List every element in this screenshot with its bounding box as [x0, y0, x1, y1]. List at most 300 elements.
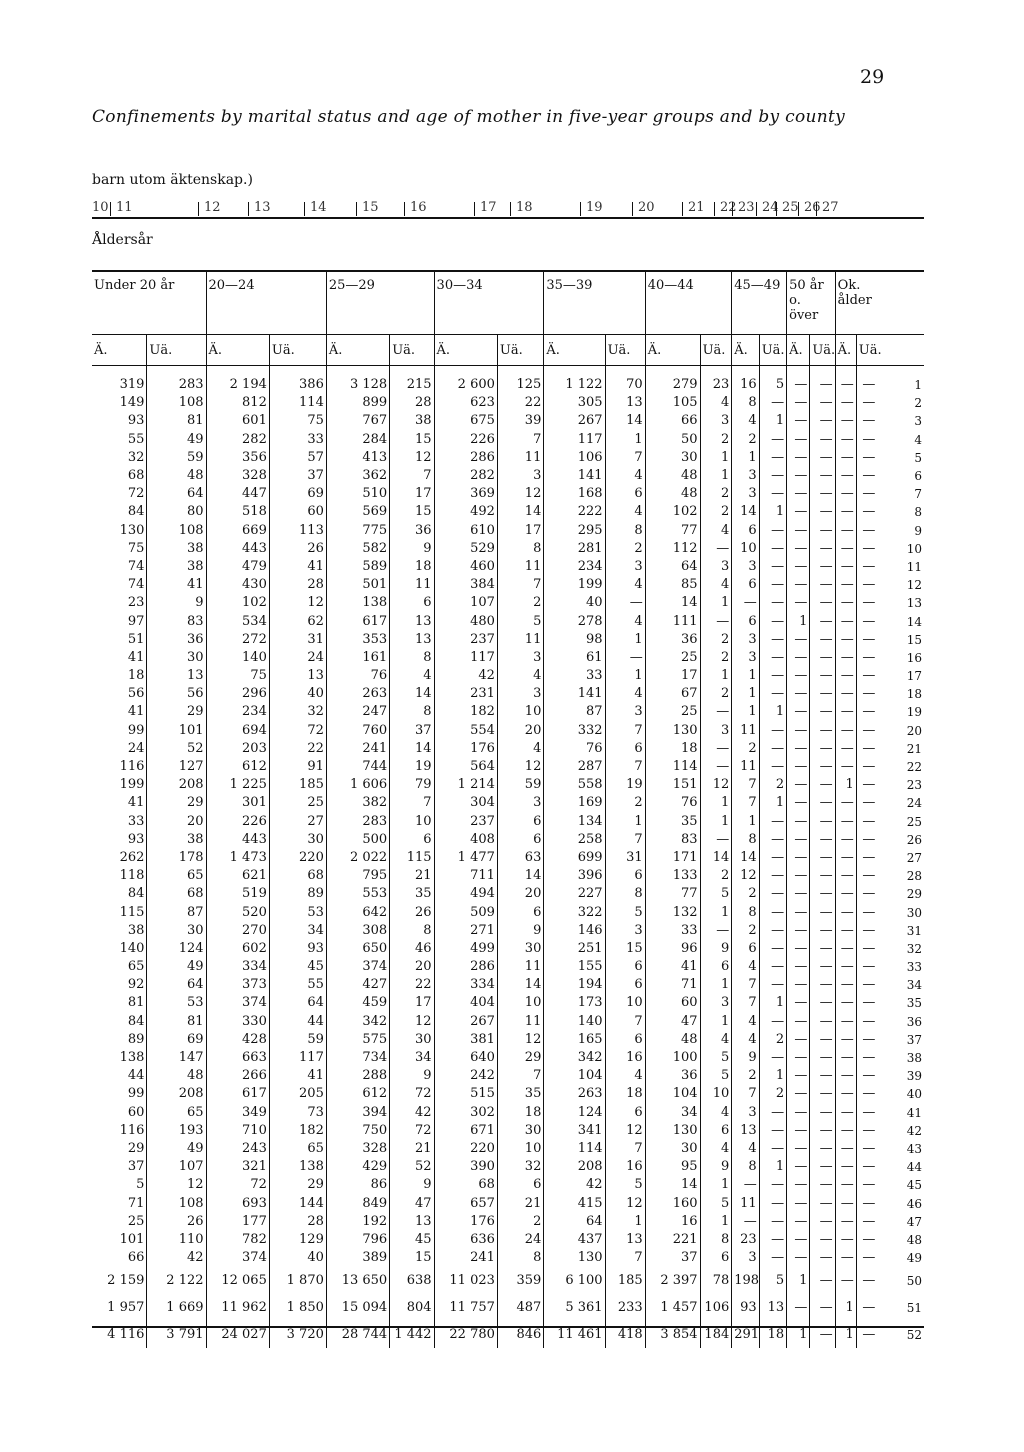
- table-cell: 564: [434, 758, 497, 776]
- table-row: [92, 1067, 924, 1085]
- table-cell: 13: [390, 612, 434, 630]
- table-cell: 22: [497, 394, 543, 412]
- table-cell: —: [835, 576, 856, 594]
- table-cell: 663: [206, 1049, 269, 1067]
- table-cell: 500: [326, 831, 389, 849]
- table-cell: —: [810, 976, 835, 994]
- table-cell: 1 669: [147, 1294, 206, 1321]
- column-separator: [776, 202, 777, 216]
- table-cell: 59: [269, 1031, 326, 1049]
- table-cell: 34: [645, 1104, 700, 1122]
- row-number-cell: 39: [906, 1069, 922, 1084]
- table-cell: —: [787, 631, 810, 649]
- table-cell: 31: [605, 849, 645, 867]
- row-number-cell: 29: [906, 887, 922, 902]
- table-cell: 12 065: [206, 1267, 269, 1294]
- table-cell: —: [856, 1294, 877, 1321]
- table-cell: —: [787, 831, 810, 849]
- table-cell: —: [810, 831, 835, 849]
- table-cell: 14: [497, 976, 543, 994]
- table-cell: —: [856, 976, 877, 994]
- table-cell: 220: [434, 1140, 497, 1158]
- table-cell: —: [810, 612, 835, 630]
- table-cell: —: [787, 485, 810, 503]
- table-cell: —: [835, 685, 856, 703]
- table-cell: —: [810, 922, 835, 940]
- table-cell: 5: [700, 885, 732, 903]
- table-cell: 205: [269, 1085, 326, 1103]
- table-cell: 49: [147, 431, 206, 449]
- table-cell: —: [787, 1158, 810, 1176]
- table-cell: 302: [434, 1104, 497, 1122]
- table-cell: 518: [206, 503, 269, 521]
- table-cell: —: [856, 1321, 877, 1348]
- table-cell: 125: [497, 366, 543, 395]
- table-cell: 104: [645, 1085, 700, 1103]
- table-row: [92, 685, 924, 703]
- table-cell: 52: [390, 1158, 434, 1176]
- table-cell: —: [856, 1194, 877, 1212]
- table-cell: 124: [147, 940, 206, 958]
- table-cell: 617: [206, 1085, 269, 1103]
- table-cell: —: [835, 467, 856, 485]
- table-cell: —: [856, 776, 877, 794]
- table-cell: 208: [147, 1085, 206, 1103]
- table-cell: 32: [127, 449, 145, 465]
- table-cell: —: [810, 1213, 835, 1231]
- table-cell: 3 854: [645, 1321, 700, 1348]
- table-cell: —: [810, 685, 835, 703]
- table-cell: 429: [326, 1158, 389, 1176]
- table-cell: —: [835, 1267, 856, 1294]
- table-cell: 75: [206, 667, 269, 685]
- row-number-cell: 43: [906, 1141, 922, 1156]
- table-cell: 10: [732, 540, 759, 558]
- table-cell: 353: [326, 631, 389, 649]
- table-cell: 74: [127, 558, 145, 574]
- table-cell: 710: [206, 1122, 269, 1140]
- table-cell: 29: [127, 1140, 145, 1156]
- table-cell: 234: [206, 703, 269, 721]
- table-cell: 11: [497, 1013, 543, 1031]
- table-cell: —: [810, 958, 835, 976]
- age-group-header-row: [92, 271, 924, 335]
- table-cell: 102: [645, 503, 700, 521]
- table-cell: 2: [759, 776, 786, 794]
- table-cell: 10: [700, 1085, 732, 1103]
- table-cell: 1: [835, 776, 856, 794]
- table-cell: 267: [434, 1013, 497, 1031]
- table-cell: 2: [497, 594, 543, 612]
- table-cell: 93: [732, 1294, 759, 1321]
- table-cell: 650: [326, 940, 389, 958]
- table-cell: 460: [434, 558, 497, 576]
- column-separator: [356, 202, 357, 216]
- table-cell: —: [835, 412, 856, 430]
- table-cell: —: [700, 540, 732, 558]
- row-number-cell: 19: [906, 705, 922, 720]
- table-cell: —: [835, 885, 856, 903]
- table-cell: 30: [645, 449, 700, 467]
- table-cell: 81: [147, 1013, 206, 1031]
- table-cell: 7: [605, 1249, 645, 1267]
- table-cell: 636: [434, 1231, 497, 1249]
- table-cell: 675: [434, 412, 497, 430]
- table-cell: —: [835, 667, 856, 685]
- table-cell: 64: [645, 558, 700, 576]
- table-cell: 28: [390, 394, 434, 412]
- table-cell: 1 225: [206, 776, 269, 794]
- table-cell: 12: [497, 758, 543, 776]
- table-cell: 3: [605, 703, 645, 721]
- table-cell: 642: [326, 903, 389, 921]
- table-cell: 51: [127, 631, 145, 647]
- table-cell: —: [856, 940, 877, 958]
- table-cell: —: [835, 594, 856, 612]
- table-cell: 2: [759, 1085, 786, 1103]
- table-cell: 4: [700, 522, 732, 540]
- table-cell: 41: [269, 558, 326, 576]
- table-cell: 83: [147, 612, 206, 630]
- table-cell: —: [700, 831, 732, 849]
- table-cell: —: [759, 449, 786, 467]
- table-cell: 6: [732, 522, 759, 540]
- table-cell: 404: [434, 994, 497, 1012]
- table-cell: 8: [732, 394, 759, 412]
- table-cell: 226: [206, 813, 269, 831]
- table-cell: 1 442: [390, 1321, 434, 1348]
- column-separator: [110, 202, 111, 216]
- table-cell: 108: [147, 1194, 206, 1212]
- table-cell: 76: [326, 667, 389, 685]
- table-cell: —: [810, 540, 835, 558]
- table-cell: 321: [206, 1158, 269, 1176]
- table-cell: 8: [390, 649, 434, 667]
- age-group-header: 25—29: [326, 271, 434, 335]
- confinements-table: [92, 270, 924, 1348]
- table-cell: 640: [434, 1049, 497, 1067]
- column-number: 10: [92, 200, 109, 215]
- table-cell: 369: [434, 485, 497, 503]
- table-cell: 41: [645, 958, 700, 976]
- table-cell: 4: [700, 1031, 732, 1049]
- column-number: 25: [782, 200, 799, 215]
- table-cell: 334: [434, 976, 497, 994]
- table-cell: —: [856, 740, 877, 758]
- column-number: 12: [204, 200, 221, 215]
- table-cell: 84: [127, 1013, 145, 1029]
- table-cell: 104: [544, 1067, 605, 1085]
- table-cell: —: [810, 1176, 835, 1194]
- table-cell: 20: [147, 813, 206, 831]
- table-cell: —: [787, 940, 810, 958]
- table-cell: 301: [206, 794, 269, 812]
- table-cell: 53: [269, 903, 326, 921]
- table-cell: 99: [127, 1086, 145, 1102]
- table-cell: 198: [732, 1267, 759, 1294]
- table-row: [92, 813, 924, 831]
- table-cell: 59: [497, 776, 543, 794]
- table-cell: —: [759, 1213, 786, 1231]
- table-cell: 107: [434, 594, 497, 612]
- table-cell: —: [856, 831, 877, 849]
- table-cell: 24: [127, 740, 145, 756]
- table-cell: 589: [326, 558, 389, 576]
- table-cell: 89: [269, 885, 326, 903]
- table-cell: 386: [269, 366, 326, 395]
- table-cell: 117: [269, 1049, 326, 1067]
- table-cell: 4 116: [107, 1326, 145, 1342]
- table-cell: 349: [206, 1104, 269, 1122]
- table-cell: 48: [645, 467, 700, 485]
- table-cell: —: [856, 412, 877, 430]
- row-number-cell: 21: [906, 741, 922, 756]
- table-cell: —: [835, 1031, 856, 1049]
- table-row: [92, 667, 924, 685]
- table-cell: —: [787, 412, 810, 430]
- table-cell: —: [810, 1013, 835, 1031]
- table-cell: 18: [645, 740, 700, 758]
- table-cell: 4: [700, 1140, 732, 1158]
- table-cell: 19: [605, 776, 645, 794]
- table-cell: 1: [835, 1321, 856, 1348]
- age-group-header: Ok. ålder: [835, 271, 877, 335]
- table-cell: 9: [700, 1158, 732, 1176]
- table-cell: —: [856, 594, 877, 612]
- table-cell: 9: [390, 1176, 434, 1194]
- table-cell: 24 027: [206, 1321, 269, 1348]
- table-cell: 40: [269, 1249, 326, 1267]
- table-cell: —: [810, 813, 835, 831]
- table-cell: 12: [497, 485, 543, 503]
- column-number: 22: [720, 200, 737, 215]
- table-cell: 114: [544, 1140, 605, 1158]
- table-cell: —: [856, 1067, 877, 1085]
- row-number-cell: 3: [914, 414, 922, 429]
- table-cell: —: [787, 1249, 810, 1267]
- table-cell: 3: [605, 558, 645, 576]
- table-cell: 569: [326, 503, 389, 521]
- table-cell: —: [759, 849, 786, 867]
- table-cell: 534: [206, 612, 269, 630]
- table-cell: 3: [732, 485, 759, 503]
- table-cell: —: [835, 758, 856, 776]
- table-row: [92, 1049, 924, 1067]
- table-cell: 5: [700, 1194, 732, 1212]
- page-number: 29: [860, 66, 885, 88]
- row-number-cell: 28: [906, 869, 922, 884]
- table-cell: 74: [127, 577, 145, 593]
- table-cell: 3: [700, 994, 732, 1012]
- table-row: [92, 540, 924, 558]
- table-cell: —: [835, 503, 856, 521]
- table-row: [92, 940, 924, 958]
- table-cell: 2: [700, 485, 732, 503]
- table-cell: —: [759, 976, 786, 994]
- table-cell: 12: [497, 1031, 543, 1049]
- table-cell: —: [835, 740, 856, 758]
- table-cell: —: [759, 594, 786, 612]
- table-cell: —: [810, 631, 835, 649]
- table-cell: —: [787, 740, 810, 758]
- table-cell: 16: [645, 1213, 700, 1231]
- table-cell: 283: [326, 813, 389, 831]
- table-cell: 750: [326, 1122, 389, 1140]
- table-cell: 11: [497, 558, 543, 576]
- status-header-row: [92, 335, 924, 366]
- status-header: Uä.: [497, 335, 543, 366]
- table-cell: —: [759, 1231, 786, 1249]
- table-cell: 510: [326, 485, 389, 503]
- table-cell: —: [856, 922, 877, 940]
- age-col-header-blank: [877, 335, 924, 366]
- bottom-rule: [92, 1326, 924, 1328]
- table-cell: 1: [759, 503, 786, 521]
- table-cell: 138: [269, 1158, 326, 1176]
- table-cell: 42: [434, 667, 497, 685]
- table-cell: —: [835, 631, 856, 649]
- table-cell: 76: [645, 794, 700, 812]
- table-cell: 21: [390, 867, 434, 885]
- table-row: [92, 1213, 924, 1231]
- table-cell: —: [787, 776, 810, 794]
- table-cell: 100: [645, 1049, 700, 1067]
- table-cell: 9: [700, 940, 732, 958]
- table-cell: —: [759, 1176, 786, 1194]
- table-cell: 37: [645, 1249, 700, 1267]
- table-cell: 12: [605, 1194, 645, 1212]
- table-cell: —: [810, 522, 835, 540]
- table-cell: 13: [390, 1213, 434, 1231]
- table-cell: —: [787, 594, 810, 612]
- table-cell: —: [759, 922, 786, 940]
- table-cell: 65: [269, 1140, 326, 1158]
- table-cell: 25: [645, 703, 700, 721]
- table-cell: 2: [700, 867, 732, 885]
- column-number: 19: [586, 200, 603, 215]
- table-cell: 362: [326, 467, 389, 485]
- table-cell: —: [856, 1176, 877, 1194]
- table-cell: —: [787, 558, 810, 576]
- table-cell: 8: [605, 885, 645, 903]
- table-cell: 14: [732, 503, 759, 521]
- table-cell: 6: [605, 867, 645, 885]
- table-row: [92, 1249, 924, 1267]
- table-cell: 37: [390, 722, 434, 740]
- table-cell: —: [787, 1213, 810, 1231]
- table-cell: —: [856, 558, 877, 576]
- table-cell: 6: [605, 1104, 645, 1122]
- table-cell: 7: [732, 776, 759, 794]
- status-header: Uä.: [856, 335, 877, 366]
- table-cell: 427: [326, 976, 389, 994]
- table-cell: 21: [390, 1140, 434, 1158]
- table-cell: —: [856, 885, 877, 903]
- table-cell: 7: [497, 576, 543, 594]
- table-cell: 1 850: [269, 1294, 326, 1321]
- row-number-cell: 33: [906, 960, 922, 975]
- table-cell: —: [835, 558, 856, 576]
- table-cell: 2: [605, 540, 645, 558]
- table-cell: 6: [732, 576, 759, 594]
- table-cell: 1 477: [434, 849, 497, 867]
- table-cell: —: [856, 1031, 877, 1049]
- table-cell: 775: [326, 522, 389, 540]
- table-cell: 1: [787, 1267, 810, 1294]
- table-cell: 3: [732, 649, 759, 667]
- table-cell: 1: [700, 976, 732, 994]
- table-cell: 7: [497, 1067, 543, 1085]
- table-cell: 849: [326, 1194, 389, 1212]
- table-cell: —: [856, 485, 877, 503]
- table-cell: 171: [645, 849, 700, 867]
- table-cell: 13: [147, 667, 206, 685]
- table-cell: —: [810, 1267, 835, 1294]
- table-cell: —: [835, 522, 856, 540]
- table-cell: 48: [645, 1031, 700, 1049]
- table-cell: 24: [269, 649, 326, 667]
- table-cell: 16: [732, 366, 759, 395]
- table-cell: 2: [732, 740, 759, 758]
- table-cell: 237: [434, 631, 497, 649]
- status-header: Uä.: [269, 335, 326, 366]
- table-cell: 168: [544, 485, 605, 503]
- table-cell: 108: [147, 522, 206, 540]
- row-number-cell: 15: [906, 632, 922, 647]
- table-cell: 72: [269, 722, 326, 740]
- table-cell: 13: [759, 1294, 786, 1321]
- table-cell: 80: [147, 503, 206, 521]
- table-cell: 13: [605, 1231, 645, 1249]
- table-cell: 2 397: [645, 1267, 700, 1294]
- table-cell: 5: [759, 1267, 786, 1294]
- table-cell: 75: [269, 412, 326, 430]
- table-cell: 155: [544, 958, 605, 976]
- table-cell: —: [856, 1013, 877, 1031]
- table-row: [92, 703, 924, 721]
- row-number-cell: 32: [906, 941, 922, 956]
- table-cell: —: [856, 685, 877, 703]
- table-cell: 782: [206, 1231, 269, 1249]
- table-cell: 36: [390, 522, 434, 540]
- table-cell: 657: [434, 1194, 497, 1212]
- table-cell: 13 650: [326, 1267, 389, 1294]
- table-cell: 1: [732, 667, 759, 685]
- table-cell: 29: [147, 703, 206, 721]
- table-cell: 7: [605, 1013, 645, 1031]
- table-cell: 6: [732, 612, 759, 630]
- row-number-cell: 11: [906, 559, 922, 574]
- table-cell: 638: [390, 1267, 434, 1294]
- table-cell: 42: [390, 1104, 434, 1122]
- status-header: Ä.: [732, 335, 759, 366]
- table-cell: 12: [390, 449, 434, 467]
- table-cell: 117: [434, 649, 497, 667]
- table-cell: 6: [700, 1249, 732, 1267]
- table-cell: 6: [497, 831, 543, 849]
- table-cell: 11: [497, 958, 543, 976]
- table-cell: 13: [732, 1122, 759, 1140]
- status-header: Ä.: [92, 335, 147, 366]
- row-number-cell: 16: [906, 650, 922, 665]
- table-cell: 5: [700, 1067, 732, 1085]
- table-cell: 16: [605, 1049, 645, 1067]
- table-cell: —: [835, 1122, 856, 1140]
- table-cell: 4: [732, 958, 759, 976]
- table-cell: 4: [605, 467, 645, 485]
- row-number-cell: 22: [906, 760, 922, 775]
- table-cell: 30: [147, 922, 206, 940]
